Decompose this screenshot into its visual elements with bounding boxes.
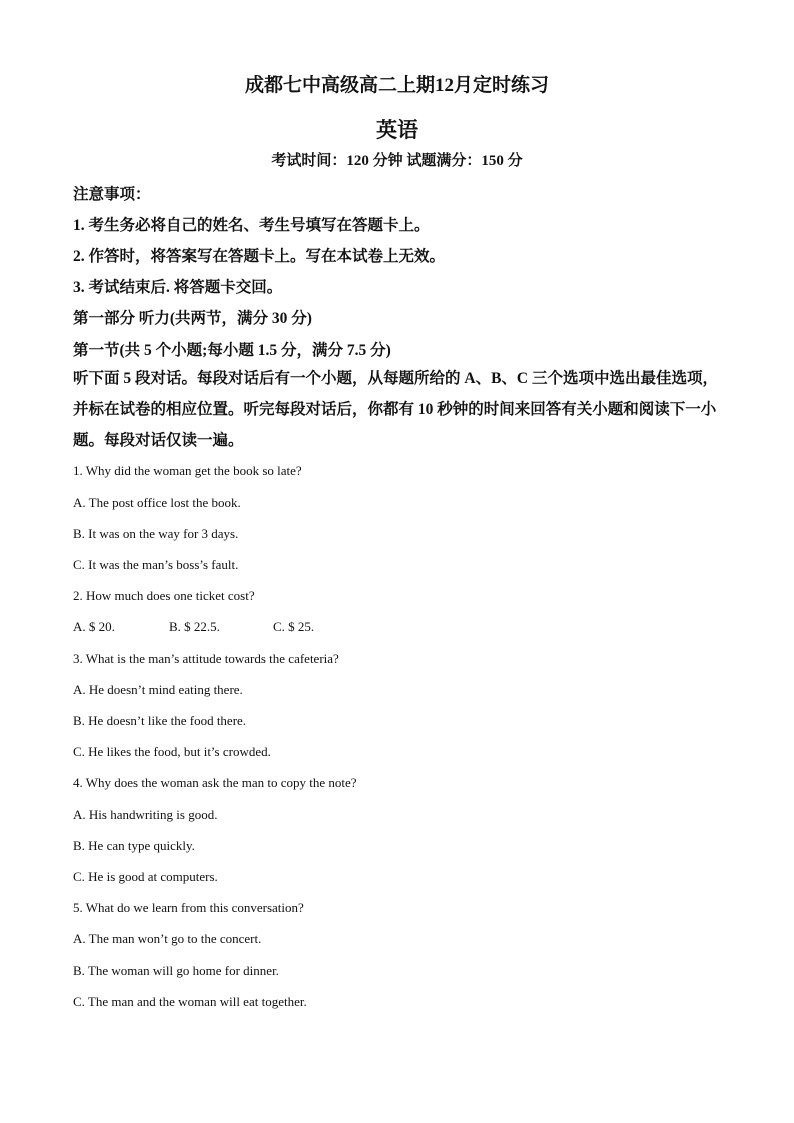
- question-text: 4. Why does the woman ask the man to copy the note?: [73, 775, 357, 790]
- subject-title: 英语: [376, 118, 418, 142]
- option: A. $ 20.: [73, 619, 115, 634]
- option: C. He likes the food, but it’s crowded.: [73, 744, 271, 759]
- option: A. The man won’t go to the concert.: [73, 931, 262, 946]
- option: C. He is good at computers.: [73, 869, 218, 884]
- exam-info: 考试时间：120 分钟 试题满分：150 分: [271, 153, 523, 169]
- option: B. $ 22.5.: [169, 619, 220, 634]
- part-title: 第一部分 听力(共两节，满分 30 分): [73, 310, 312, 327]
- option: B. He can type quickly.: [73, 838, 195, 853]
- option: C. It was the man’s boss’s fault.: [73, 557, 239, 572]
- question-text: 2. How much does one ticket cost?: [73, 588, 255, 603]
- note-item: 2. 作答时，将答案写在答题卡上。写在本试卷上无效。: [73, 248, 446, 265]
- subsection-title: 第一节(共 5 个小题;每小题 1.5 分，满分 7.5 分): [73, 342, 391, 359]
- exam-title: 成都七中高级高二上期12月定时练习: [244, 75, 549, 96]
- notes-heading: 注意事项：: [73, 186, 151, 203]
- instructions: 听下面 5 段对话。每段对话后有一个小题，从每题所给的 A、B、C 三个选项中选出最佳选项，并标在试卷的相应位置。听完每段对话后，你都有 10 秒钟的时间来回答有关小题和阅读下一小题。每段对话仅读一遍。: [73, 370, 718, 449]
- question-text: 3. What is the man’s attitude towards the cafeteria?: [73, 651, 339, 666]
- question-text: 5. What do we learn from this conversation?: [73, 900, 304, 915]
- note-item: 1. 考生务必将自己的姓名、考生号填写在答题卡上。: [73, 217, 430, 234]
- question-text: 1. Why did the woman get the book so late?: [73, 463, 302, 478]
- option: B. It was on the way for 3 days.: [73, 526, 239, 541]
- note-item: 3. 考试结束后. 将答题卡交回。: [73, 279, 283, 296]
- option: A. The post office lost the book.: [73, 495, 241, 510]
- option: C. The man and the woman will eat together.: [73, 994, 307, 1009]
- option: B. He doesn’t like the food there.: [73, 713, 247, 728]
- option: B. The woman will go home for dinner.: [73, 963, 279, 978]
- option: C. $ 25.: [273, 619, 315, 634]
- option: A. His handwriting is good.: [73, 807, 218, 822]
- option: A. He doesn’t mind eating there.: [73, 682, 243, 697]
